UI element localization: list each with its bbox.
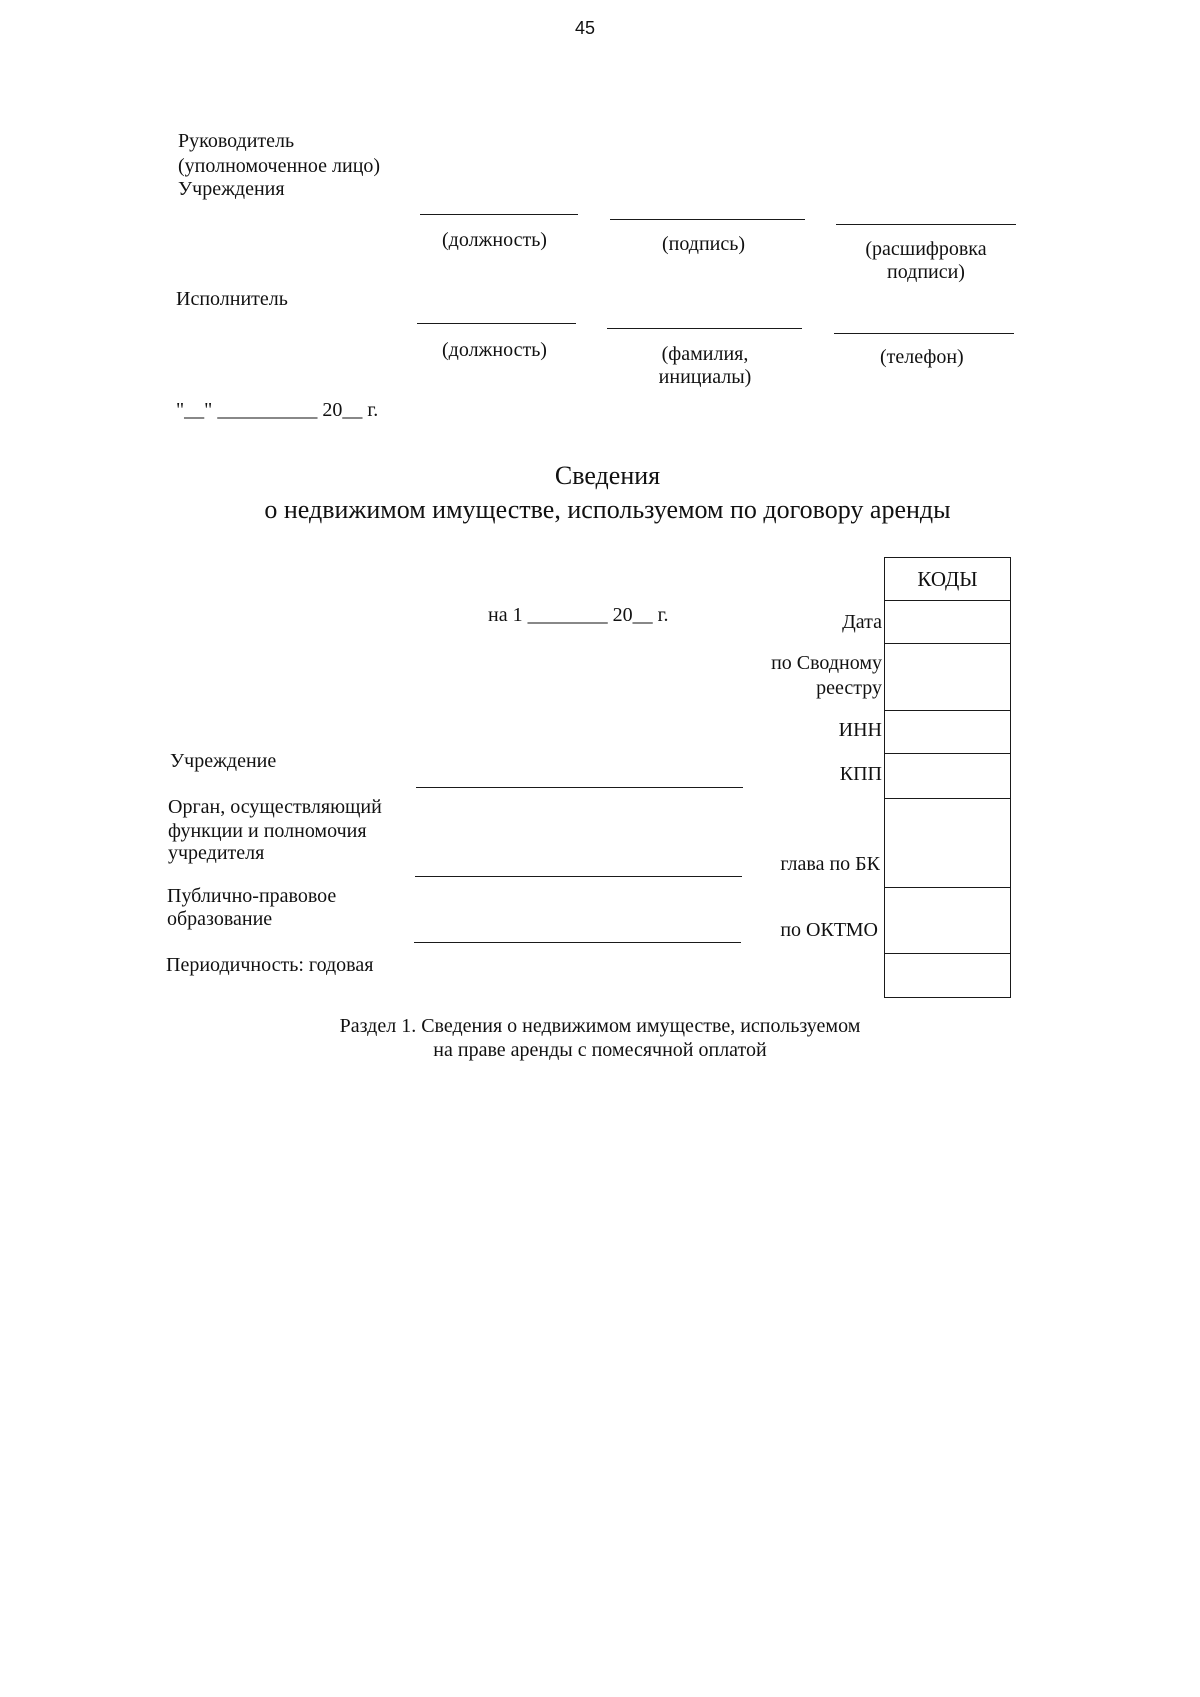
codes-table	[884, 557, 1011, 998]
head-signature-line	[610, 219, 805, 220]
field-line-founder[interactable]	[415, 876, 742, 877]
codes-cell-registry[interactable]	[885, 644, 1010, 711]
codes-label-date: Дата	[842, 611, 882, 633]
head-position-caption: (должность)	[442, 229, 547, 251]
field-label-public-entity-line2: образование	[167, 908, 273, 930]
codes-cell-kpp[interactable]	[885, 754, 1010, 799]
executor-name-caption-line1: (фамилия,	[661, 343, 749, 365]
executor-position-line	[417, 323, 576, 324]
codes-label-chapter: глава по БК	[780, 853, 880, 875]
codes-cell-inn[interactable]	[885, 711, 1010, 754]
head-label-line1: Руководитель	[178, 130, 295, 152]
codes-cell-oktmo[interactable]	[885, 888, 1010, 954]
executor-label: Исполнитель	[176, 288, 288, 310]
codes-label-inn: ИНН	[838, 719, 882, 741]
head-position-line	[420, 214, 578, 215]
codes-header: КОДЫ	[885, 558, 1010, 601]
field-line-public-entity[interactable]	[414, 942, 741, 943]
executor-position-caption: (должность)	[442, 339, 547, 361]
codes-cell-chapter[interactable]	[885, 799, 1010, 888]
head-decoding-line	[836, 224, 1016, 225]
codes-cell-date[interactable]	[885, 601, 1010, 644]
field-label-institution: Учреждение	[170, 750, 277, 772]
executor-name-caption-line2: инициалы)	[658, 366, 752, 388]
codes-cell-empty[interactable]	[885, 954, 1010, 996]
page-number: 45	[575, 18, 596, 38]
field-line-institution[interactable]	[416, 787, 743, 788]
signature-date-line: "__" __________ 20__ г.	[176, 399, 379, 421]
document-title-line1: Сведения	[554, 461, 661, 490]
head-label-line2: (уполномоченное лицо)	[178, 155, 381, 177]
section-heading-line2: на праве аренды с помесячной оплатой	[433, 1039, 767, 1061]
field-label-founder-line2: функции и полномочия	[168, 820, 367, 842]
executor-name-line	[607, 328, 802, 329]
field-periodicity: Периодичность: годовая	[166, 954, 374, 976]
head-decoding-caption-line1: (расшифровка	[865, 238, 987, 260]
head-decoding-caption-line2: подписи)	[887, 261, 965, 283]
codes-label-registry-line1: по Сводному	[771, 652, 882, 674]
codes-label-registry-line2: реестру	[816, 677, 882, 699]
executor-phone-caption: (телефон)	[880, 346, 964, 368]
field-label-founder-line1: Орган, осуществляющий	[168, 796, 382, 818]
head-signature-caption: (подпись)	[662, 233, 746, 255]
report-date: на 1 ________ 20__ г.	[488, 604, 669, 626]
field-label-public-entity-line1: Публично-правовое	[167, 885, 337, 907]
codes-label-kpp: КПП	[839, 763, 882, 785]
document-title-line2: о недвижимом имуществе, используемом по договору аренды	[264, 495, 951, 524]
head-label-line3: Учреждения	[178, 178, 285, 200]
field-label-founder-line3: учредителя	[168, 842, 265, 864]
codes-label-oktmo: по ОКТМО	[780, 919, 878, 941]
section-heading-line1: Раздел 1. Сведения о недвижимом имуществе, используемом	[339, 1015, 861, 1037]
executor-phone-line	[834, 333, 1014, 334]
